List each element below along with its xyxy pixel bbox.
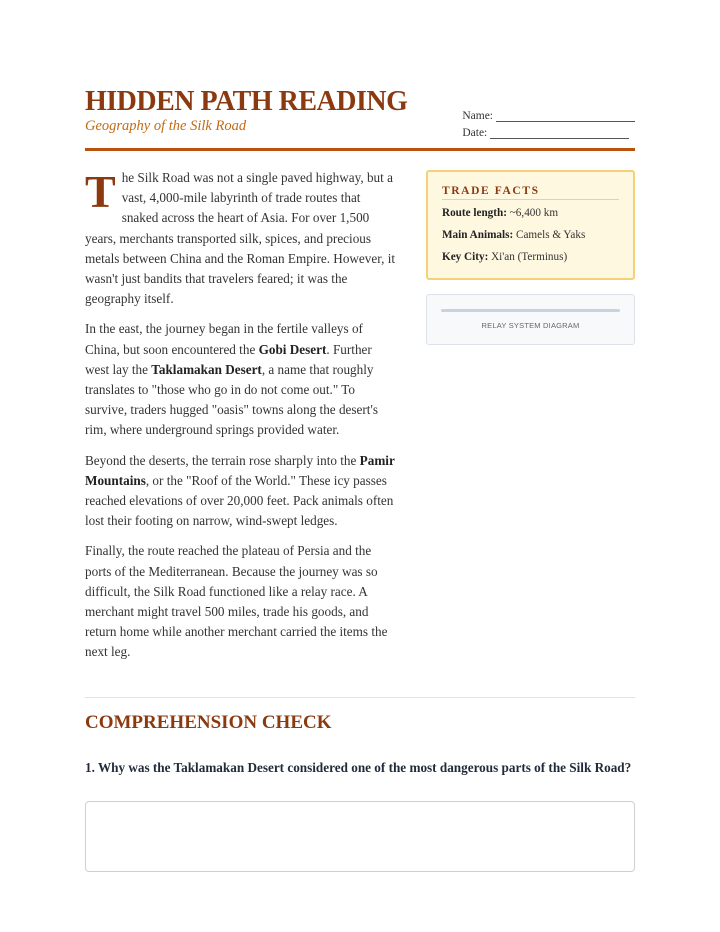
page-subtitle: Geography of the Silk Road	[85, 118, 247, 134]
paragraph-2-text-a: In the east, the journey began in the fertile valleys of China, but soon encountered the	[85, 321, 363, 357]
fact-value: ~6,400 km	[509, 207, 559, 219]
relay-system-diagram	[426, 294, 635, 345]
fact-value: Camels & Yaks	[515, 229, 586, 241]
paragraph-1	[85, 168, 397, 309]
fact-value: Xi'an (Terminus)	[491, 251, 568, 263]
answer-box-1[interactable]	[85, 801, 635, 872]
paragraph-2-text-c: . Further west lay the	[85, 341, 372, 377]
drop-cap: T	[85, 166, 116, 217]
page-title: HIDDEN PATH READING	[85, 86, 408, 117]
date-field[interactable]	[490, 126, 629, 139]
fact-main-animals	[442, 227, 619, 244]
fact-route-length	[442, 205, 619, 222]
diagram-caption: RELAY SYSTEM DIAGRAM	[481, 321, 580, 330]
fact-label: Key City:	[442, 251, 489, 263]
trade-facts-title: TRADE FACTS	[442, 185, 619, 200]
paragraph-2-text-d: , a name that roughly translates to "those who go in do not come out." To survive, traders hugged "oasis" towns along the desert's rim, where underground springs provided water.	[85, 361, 378, 438]
fact-key-city	[442, 249, 619, 266]
name-label: Name:	[462, 110, 493, 122]
term-gobi-desert: Gobi Desert	[258, 341, 327, 357]
paragraph-2	[85, 319, 397, 440]
section-divider	[85, 697, 635, 698]
reading-passage	[85, 168, 397, 673]
paragraph-4: Finally, the route reached the plateau of Persia and the ports of the Mediterranean. Because the journey was so difficult, the Silk Road functioned like a relay race. A merchant might travel 500 miles, trade his goods, and return home while another merchant carried the items the next leg.	[85, 543, 388, 660]
term-taklamakan-desert: Taklamakan Desert	[151, 361, 262, 377]
date-row	[462, 122, 635, 139]
paragraph-1-text: he Silk Road was not a single paved highway, but a vast, 4,000-mile labyrinth of trade routes that snaked across the heart of Asia. For over 1,500 years, merchants transported silk, spices, and precious metals between China and the Roman Empire. However, it wasn't just bandits that travelers feared; it was the geography itself.	[85, 170, 396, 307]
paragraph-3-text-a: Beyond the deserts, the terrain rose sharply into the	[85, 452, 360, 468]
fact-label: Main Animals:	[442, 229, 514, 241]
trade-facts-box	[426, 170, 635, 280]
worksheet-header	[85, 86, 635, 151]
fact-label: Route length:	[442, 207, 507, 219]
name-row	[462, 105, 635, 122]
paragraph-3	[85, 451, 397, 532]
comprehension-title: COMPREHENSION CHECK	[85, 712, 332, 733]
date-label: Date:	[462, 127, 488, 139]
diagram-bar	[441, 309, 620, 312]
paragraph-3-text-c: , or the "Roof of the World." These icy passes reached elevations of over 20,000 feet. Pack animals often lost their footing on narrow, wind-swept ledges.	[85, 472, 394, 529]
name-field[interactable]	[496, 109, 635, 122]
question-1: 1. Why was the Taklamakan Desert considered one of the most dangerous parts of the Silk Road?	[85, 760, 632, 775]
term-pamir-mountains: Pamir Mountains	[85, 452, 395, 488]
name-date-fields	[462, 105, 635, 139]
